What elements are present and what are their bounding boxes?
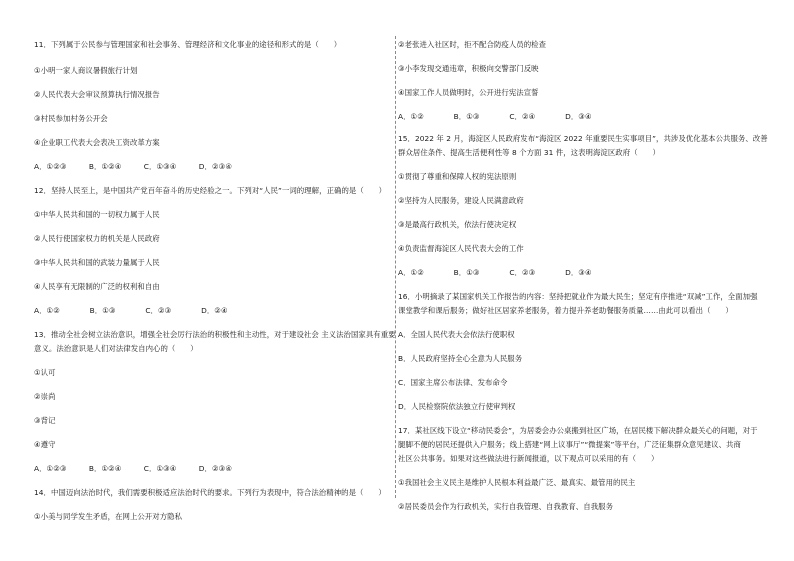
q14-choices: A．①② B．①③ C．②④ D．③④ [398,112,592,121]
q15-stem-line-2: 群众居住条件、提高生活便利性等 8 个方面 31 件，这表明海淀区政府（ ） [398,148,660,157]
q12-option-3: ③中华人民共和国的武装力量属于人民 [34,258,160,267]
q16-stem-line-2: 课堂教学和课后服务；做好社区居家养老服务，着力提升养老助餐服务质量……由此可以看出（ ） [398,306,733,315]
q16-stem-line-1: 16．小明摘录了某国家机关工作报告的内容：坚持把就业作为最大民生；坚定有序推进“双减”工作，全面加强 [398,292,758,301]
q12-choices: A．①② B．①③ C．②③ D．②④ [34,306,228,315]
q12-option-2: ②人民行使国家权力的机关是人民政府 [34,234,160,243]
q14-option-2: ②老张进入社区时，拒不配合防疫人员的检查 [398,40,547,49]
q11-option-2: ②人民代表大会审议预算执行情况报告 [34,90,160,99]
q11-choices: A．①②③ B．①②④ C．①③④ D．②③④ [34,162,233,171]
q11-option-4: ④企业职工代表大会表决工资改革方案 [34,138,160,147]
q12-option-1: ①中华人民共和国的一切权力属于人民 [34,210,160,219]
q17-stem-line-3: 社区公共事务。如果对这些做法进行新闻报道，以下观点可以采用的有（ ） [398,454,659,463]
q13-option-2: ②崇尚 [34,392,56,401]
q13-option-3: ③背记 [34,416,56,425]
q12-stem: 12．坚持人民至上，是中国共产党百年奋斗的历史经验之一。下列对“人民”一词的理解，正确的是（ ） [34,186,387,195]
q13-stem-line-1: 13．推动全社会树立法治意识，增强全社会厉行法治的积极性和主动性，对于建设社会 主义法治国家具有重要 [34,330,396,339]
q11-option-3: ③村民参加村务公开会 [34,114,108,123]
q17-option-2: ②居民委员会作为行政机关，实行自我管理、自我教育、自我服务 [398,502,614,511]
q11-option-1: ①小明一家人商议暑假旅行计划 [34,66,138,75]
q14-option-1: ①小美与同学发生矛盾，在网上公开对方隐私 [34,512,183,521]
q17-option-1: ①我国社会主义民主是维护人民根本利益最广泛、最真实、最管用的民主 [398,478,636,487]
q16-choice-b: B．人民政府坚持全心全意为人民服务 [398,354,523,363]
column-divider [395,36,396,498]
q14-stem: 14．中国迈向法治时代，我们需要积极适应法治时代的要求。下列行为表现中，符合法治精神的是（ ） [34,488,386,497]
q15-option-1: ①贯彻了尊重和保障人权的宪法原则 [398,172,517,181]
q15-stem-line-1: 15．2022 年 2 月，海淀区人民政府发布“海淀区 2022 年重要民生实事项目”，共涉及优化基本公共服务、改善 [398,134,768,143]
q13-stem-line-2: 意义。法治意识是人们对法律发自内心的（ ） [34,344,198,353]
q17-stem-line-2: 腿脚不便的居民还提供入户服务；线上搭建“网上议事厅”“微提案”等平台，广泛征集群众意见建议、共商 [398,440,741,449]
q13-choices: A．①②③ B．①②④ C．①③④ D．②③④ [34,464,233,473]
q16-choice-d: D．人民检察院依法独立行使审判权 [398,402,516,411]
q11-stem: 11．下列属于公民参与管理国家和社会事务、管理经济和文化事业的途径和形式的是（ ） [34,40,342,49]
q13-option-4: ④遵守 [34,440,56,449]
q16-choice-c: C．国家主席公布法律、发布命令 [398,378,508,387]
q13-option-1: ①认可 [34,368,56,377]
q17-stem-line-1: 17．某社区线下设立“移动民委会”，为居委会办公桌搬到社区广场，在居民楼下解决群众最关心的问题，对于 [398,426,758,435]
q15-option-2: ②坚持为人民服务，建设人民满意政府 [398,196,524,205]
q14-option-3: ③小李发现交通违章，积极向交警部门反映 [398,64,539,73]
q14-option-4: ④国家工作人员做明时，公开进行宪法宣誓 [398,88,539,97]
q12-option-4: ④人民享有无限制的广泛的权利和自由 [34,282,160,291]
q15-option-3: ③是最高行政机关，依法行使决定权 [398,220,517,229]
q15-choices: A．①② B．①③ C．②③ D．③④ [398,268,592,277]
q15-option-4: ④负责监督海淀区人民代表大会的工作 [398,244,524,253]
q16-choice-a: A．全国人民代表大会依法行使职权 [398,330,515,339]
